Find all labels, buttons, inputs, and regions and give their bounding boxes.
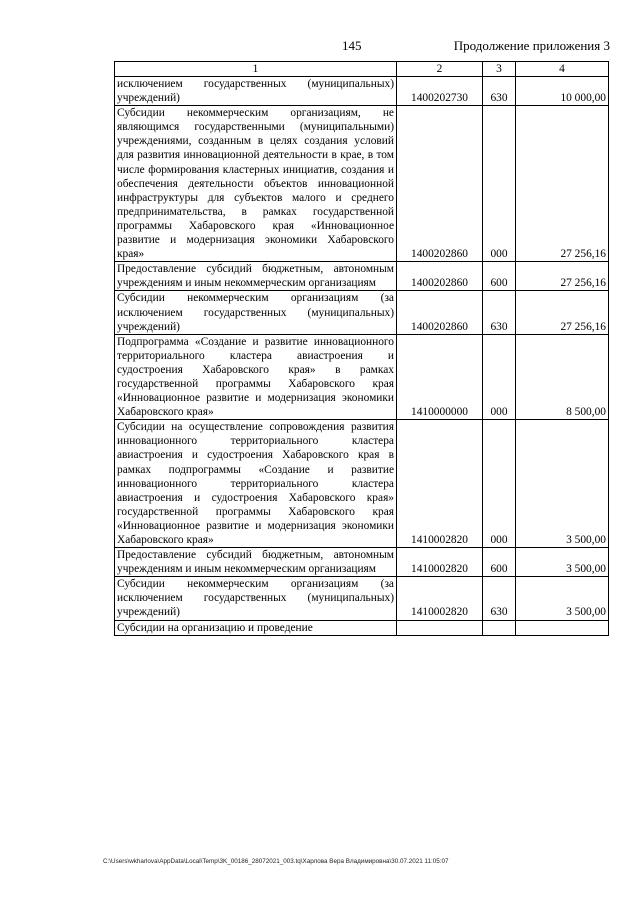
row-amount: 3 500,00 — [516, 548, 609, 577]
row-amount: 3 500,00 — [516, 577, 609, 620]
row-name: Подпрограмма «Создание и развитие инновационного территориального кластера авиастроения и судостроения Хабаровского края» в рамках государственной программы Хабаровского края «Инновационное развитие и модернизация экономики Хабаровского края» — [115, 334, 397, 420]
table-row — [115, 548, 609, 577]
row-type: 630 — [483, 577, 516, 620]
table-row — [115, 334, 609, 420]
row-name: Субсидии некоммерческим организациям (за исключением государственных (муниципальных) учреждений) — [115, 291, 397, 334]
row-code: 1400202730 — [397, 77, 483, 106]
row-name: Субсидии некоммерческим организациям (за исключением государственных (муниципальных) учреждений) — [115, 577, 397, 620]
table-header-row — [115, 62, 609, 77]
row-name: Субсидии на организацию и проведение — [115, 620, 397, 635]
row-code — [397, 620, 483, 635]
footer-file-path: C:\Users\wkharlova\AppData\Local\Temp\3K_00186_28072021_003.tq\Харлова Вера Владимировна\30.07.2021 11:05:07 — [103, 858, 449, 865]
table-row — [115, 77, 609, 106]
table-row — [115, 262, 609, 291]
table-row — [115, 620, 609, 635]
row-type: 600 — [483, 262, 516, 291]
table-row — [115, 577, 609, 620]
row-type: 600 — [483, 548, 516, 577]
row-code: 1410002820 — [397, 548, 483, 577]
page-number: 145 — [342, 38, 362, 53]
row-type: 630 — [483, 77, 516, 106]
column-header-type: 3 — [483, 62, 516, 77]
row-code: 1410000000 — [397, 334, 483, 420]
row-amount: 10 000,00 — [516, 77, 609, 106]
row-type: 000 — [483, 334, 516, 420]
row-amount: 27 256,16 — [516, 262, 609, 291]
column-header-amount: 4 — [516, 62, 609, 77]
table-row — [115, 420, 609, 548]
row-name: Субсидии некоммерческим организациям, не являющимся государственными (муниципальными) учреждениями, созданным в целях создания условий для развития инновационной деятельности в крае, в том числе формирования кластерных инициатив, создания и обеспечения деятельности объектов инновационной инфраструктуры для субъектов малого и среднего предпринимательства, в рамках государственной программы Хабаровского края «Инновационное развитие и модернизация экономики Хабаровского края» — [115, 106, 397, 262]
budget-table — [114, 61, 609, 636]
row-name: исключением государственных (муниципальных) учреждений) — [115, 77, 397, 106]
page-header — [0, 38, 640, 58]
column-header-code: 2 — [397, 62, 483, 77]
column-header-name: 1 — [115, 62, 397, 77]
row-type: 000 — [483, 420, 516, 548]
row-code: 1400202860 — [397, 291, 483, 334]
row-name: Предоставление субсидий бюджетным, автономным учреждениям и иным некоммерческим организациям — [115, 262, 397, 291]
row-amount — [516, 620, 609, 635]
row-code: 1400202860 — [397, 262, 483, 291]
row-name: Предоставление субсидий бюджетным, автономным учреждениям и иным некоммерческим организациям — [115, 548, 397, 577]
row-amount: 3 500,00 — [516, 420, 609, 548]
continuation-label: Продолжение приложения 3 — [453, 38, 610, 53]
row-amount: 8 500,00 — [516, 334, 609, 420]
row-type: 630 — [483, 291, 516, 334]
row-type: 000 — [483, 106, 516, 262]
table-row — [115, 291, 609, 334]
row-amount: 27 256,16 — [516, 106, 609, 262]
table-row — [115, 106, 609, 262]
row-code: 1400202860 — [397, 106, 483, 262]
row-name: Субсидии на осуществление сопровождения развития инновационного территориального кластера авиастроения и судостроения Хабаровского края в рамках подпрограммы «Создание и развитие инновационного территориального кластера авиастроения и судостроения Хабаровского края» государственной программы Хабаровского края «Инновационное развитие и модернизация экономики Хабаровского края» — [115, 420, 397, 548]
row-type — [483, 620, 516, 635]
row-amount: 27 256,16 — [516, 291, 609, 334]
row-code: 1410002820 — [397, 420, 483, 548]
row-code: 1410002820 — [397, 577, 483, 620]
